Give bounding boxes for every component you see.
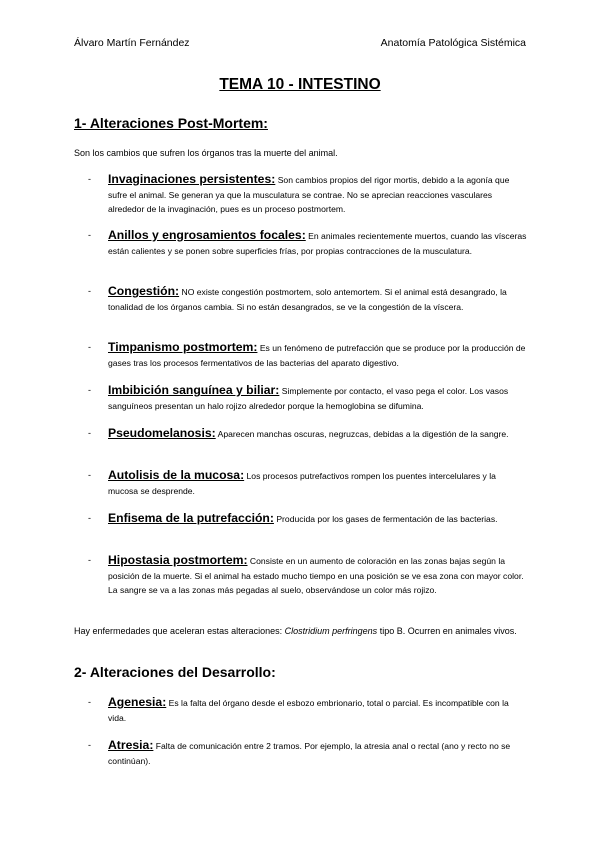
bullet-dash: - (88, 555, 91, 565)
item-term: Atresia: (108, 738, 154, 752)
list-item (88, 426, 528, 442)
bullet-dash: - (88, 697, 91, 707)
list-item (88, 383, 528, 413)
item-text: Producida por los gases de fermentación de las bacterias. (273, 514, 498, 524)
closing-text-start: Hay enfermedades que aceleran estas alteraciones: (74, 626, 285, 636)
list-item (88, 340, 528, 370)
item-term: Anillos y engrosamientos focales: (108, 228, 306, 242)
page-header (74, 37, 526, 51)
item-term: Enfisema de la putrefacción: (108, 511, 274, 525)
bullet-dash: - (88, 174, 91, 184)
bullet-dash: - (88, 230, 91, 240)
bullet-dash: - (88, 385, 91, 395)
item-text: Falta de comunicación entre 2 tramos. Por ejemplo, la atresia anal o rectal (ano y recto no se continúan). (108, 741, 511, 766)
header-subject: Anatomía Patológica Sistémica (380, 37, 526, 49)
bullet-dash: - (88, 286, 91, 296)
list-item (88, 738, 528, 768)
item-term: Invaginaciones persistentes: (108, 172, 276, 186)
bullet-dash: - (88, 513, 91, 523)
header-author: Álvaro Martín Fernández (74, 37, 190, 49)
item-term: Timpanismo postmortem: (108, 340, 258, 354)
section-heading-post-mortem: 1- Alteraciones Post-Mortem: (74, 115, 268, 131)
list-item (88, 695, 528, 725)
item-text: Los procesos putrefactivos rompen los puentes intercelulares y la mucosa se desprende. (108, 471, 496, 496)
item-term: Agenesia: (108, 695, 167, 709)
item-term: Imbibición sanguínea y biliar: (108, 383, 280, 397)
section-intro: Son los cambios que sufren los órganos tras la muerte del animal. (74, 148, 338, 158)
item-term: Hipostasia postmortem: (108, 553, 248, 567)
bullet-dash: - (88, 428, 91, 438)
list-item (88, 553, 528, 598)
section-heading-desarrollo: 2- Alteraciones del Desarrollo: (74, 664, 276, 680)
bullet-dash: - (88, 470, 91, 480)
item-text: Consiste en un aumento de coloración en las zonas bajas según la posición de la muerte. Si el animal ha estado mucho tiempo en una posición se ve esa zona con mayor color. La sangre se va a las zonas más pegadas al suelo, observándose un color más rojizo. (108, 556, 524, 596)
closing-text-end: tipo B. Ocurren en animales vivos. (377, 626, 517, 636)
item-text: Es la falta del órgano desde el esbozo embrionario, total o parcial. Es incompatible con la vida. (108, 698, 509, 723)
item-text: Aparecen manchas oscuras, negruzcas, debidas a la digestión de la sangre. (215, 429, 509, 439)
list-item (88, 172, 528, 217)
list-item (88, 284, 528, 314)
item-term: Congestión: (108, 284, 180, 298)
closing-paragraph (74, 624, 529, 638)
item-term: Pseudomelanosis: (108, 426, 216, 440)
list-item (88, 511, 528, 527)
item-text: NO existe congestión postmortem, solo antemortem. Si el animal está desangrado, la tonalidad de los órganos cambia. Si no están desangrados, se ve la congestión de la víscera. (108, 287, 507, 312)
item-text: Simplemente por contacto, el vaso pega el color. Los vasos sanguíneos presentan un halo rojizo alrededor porque la hemoglobina se difumina. (108, 386, 509, 411)
item-term: Autolisis de la mucosa: (108, 468, 245, 482)
bacterium-name: Clostridium perfringens (284, 626, 378, 636)
item-text: En animales recientemente muertos, cuando las vísceras están calientes y se ponen sobre superficies frías, por propias contracciones de la musculatura. (108, 231, 527, 256)
item-text: Es un fenómeno de putrefacción que se produce por la producción de gases tras los procesos fermentativos de las bacterias del aparato digestivo. (108, 343, 526, 368)
bullet-dash: - (88, 342, 91, 352)
item-text: Son cambios propios del rigor mortis, debido a la agonía que sufre el animal. Se generan ya que la musculatura se contrae. No se aprecian reacciones vasculares alrededor de la invaginación, pues es un proceso postmortem. (108, 175, 510, 215)
list-item (88, 468, 528, 498)
list-item (88, 228, 528, 258)
bullet-dash: - (88, 740, 91, 750)
page-title: TEMA 10 - INTESTINO (219, 76, 381, 93)
